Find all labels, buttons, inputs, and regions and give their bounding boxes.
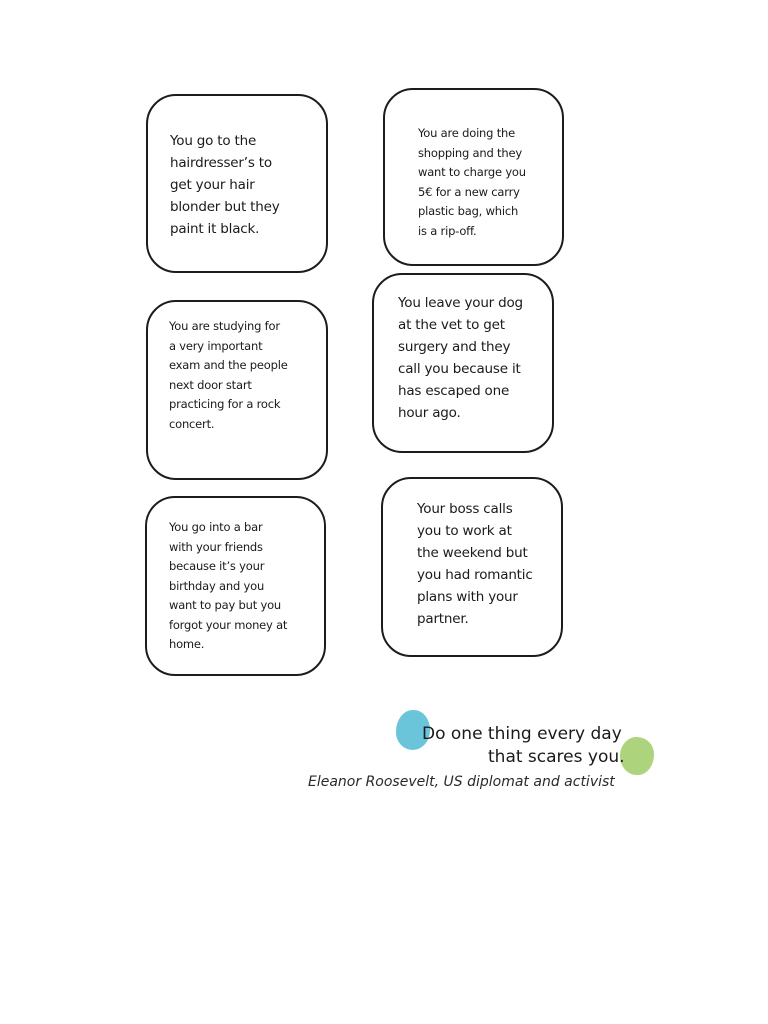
scenario-card-shopping (383, 88, 564, 266)
scenario-card-text: You leave your dog at the vet to get surgery and they call you because it has escaped one hour ago. (398, 295, 523, 421)
scenario-card-bar (145, 496, 326, 676)
scenario-card-boss (381, 477, 563, 657)
quote-line-1: Do one thing every day (422, 724, 622, 744)
scenario-card-text: Your boss calls you to work at the weekend but you had romantic plans with your partner. (417, 501, 533, 627)
scenario-card-text: You are doing the shopping and they want to charge you 5€ for a new carry plastic bag, which is a rip-off. (418, 126, 526, 238)
scenario-card-text: You go to the hairdresser’s to get your hair blonder but they paint it black. (170, 133, 280, 237)
scenario-card-studying (146, 300, 328, 480)
scenario-card-text: You are studying for a very important exam and the people next door start practicing for a rock concert. (169, 319, 288, 431)
quote-line-2: that scares you. (488, 747, 625, 767)
quote-author: Eleanor Roosevelt, US diplomat and activist (308, 774, 615, 790)
scenario-card-dog-vet (372, 273, 554, 453)
green-blob-icon (620, 737, 654, 775)
scenario-card-text: You go into a bar with your friends because it’s your birthday and you want to pay but you forgot your money at home. (169, 520, 288, 651)
scenario-card-hairdresser (146, 94, 328, 273)
